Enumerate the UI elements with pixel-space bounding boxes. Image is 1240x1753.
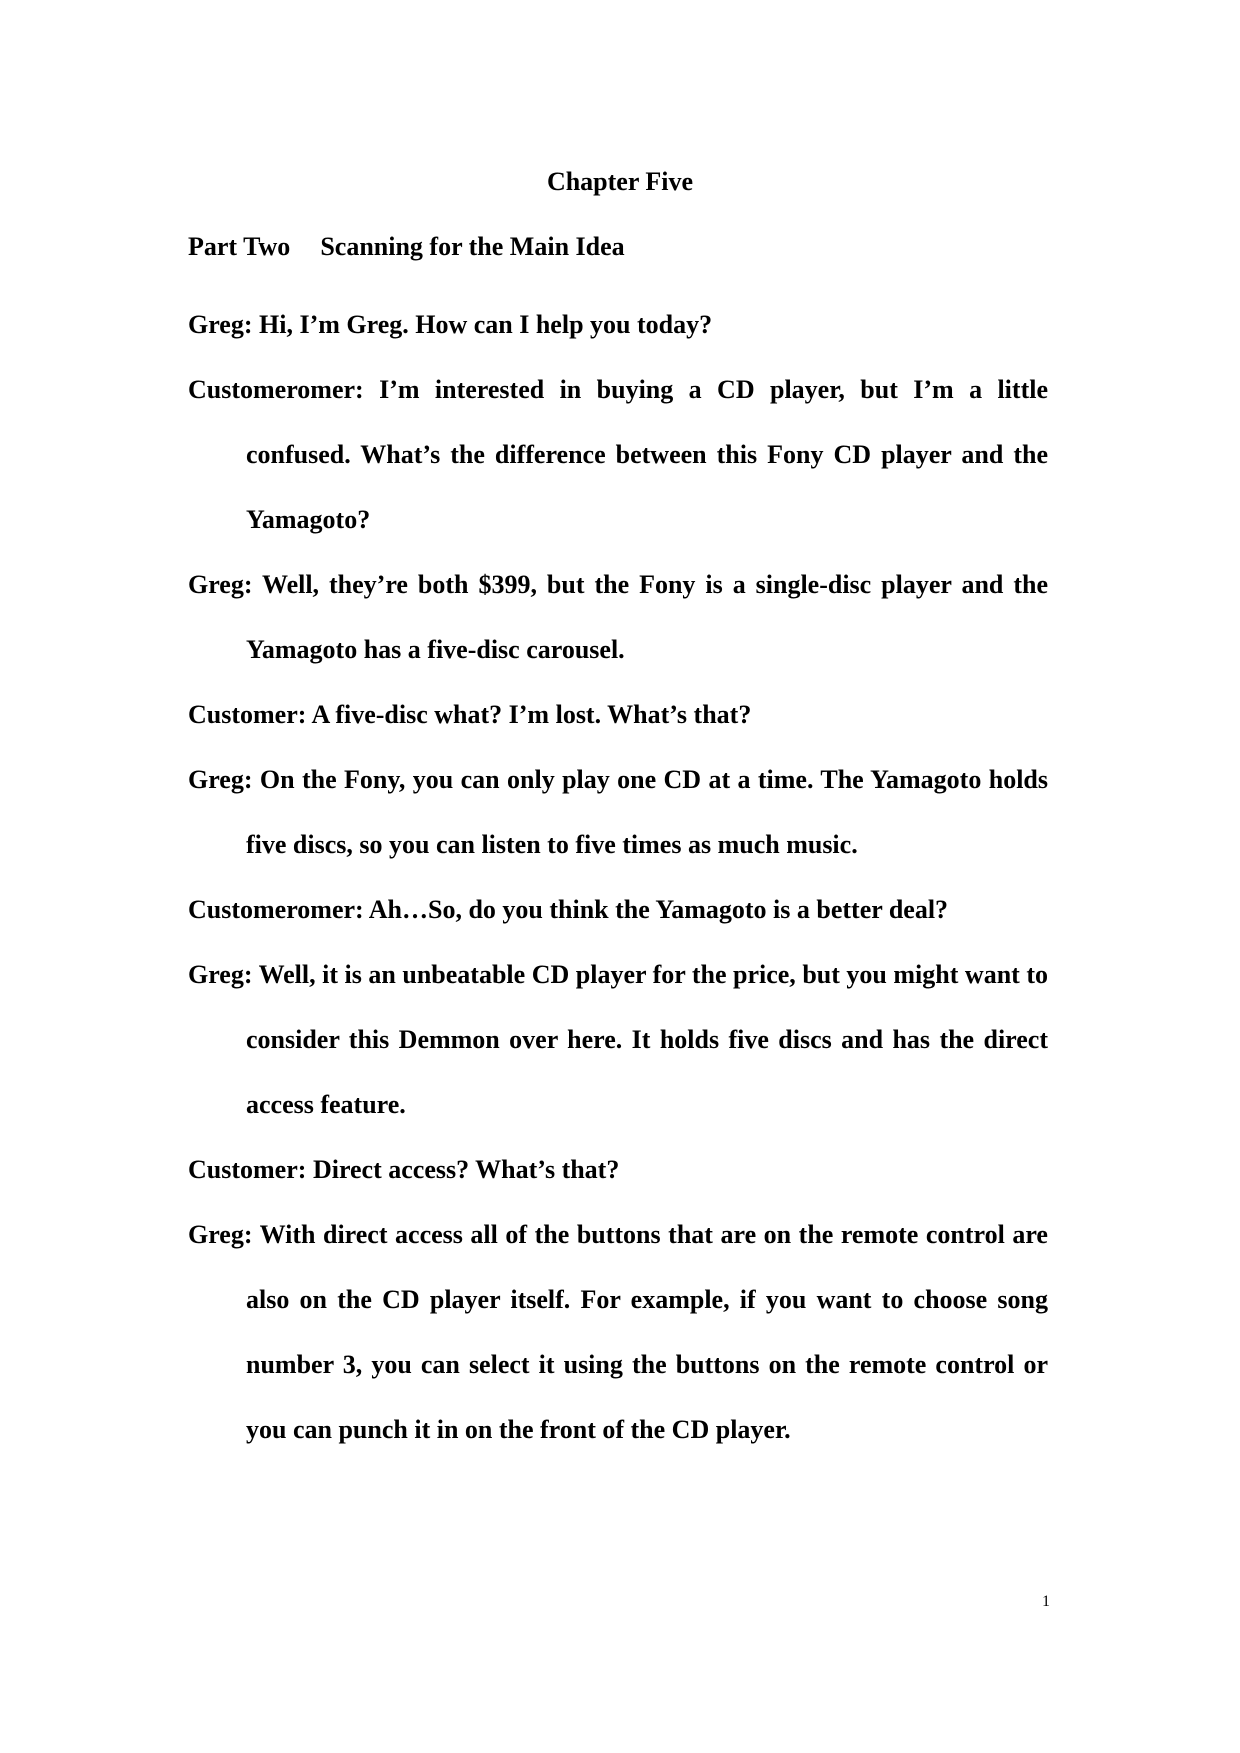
section-title: Scanning for the Main Idea bbox=[320, 232, 625, 261]
speech-text: A five-disc what? I’m lost. What’s that? bbox=[311, 700, 752, 729]
speaker-name: Customer bbox=[188, 700, 298, 729]
dialogue-turn: Greg: Hi, I’m Greg. How can I help you today? bbox=[188, 310, 713, 339]
dialogue-turn: Customer: A five-disc what? I’m lost. What’s that? bbox=[188, 700, 752, 729]
dialogue-transcript bbox=[188, 292, 1048, 1462]
speech-text: Well, it is an unbeatable CD player for the price, but you might want to consider this Demmon over here. It holds five discs and has the direct access feature. bbox=[246, 960, 1048, 1119]
speech-text: Ah…So, do you think the Yamagoto is a better deal? bbox=[368, 895, 949, 924]
speaker-name: Greg bbox=[188, 960, 244, 989]
speech-text: I’m interested in buying a CD player, but I’m a little confused. What’s the difference between this Fony CD player and the Yamagoto? bbox=[246, 375, 1048, 534]
speech-text: Well, they’re both $399, but the Fony is a single-disc player and the Yamagoto has a five-disc carousel. bbox=[246, 570, 1048, 664]
speech-text: Direct access? What’s that? bbox=[312, 1155, 620, 1184]
section-heading bbox=[188, 227, 625, 267]
speaker-name: Greg bbox=[188, 1220, 244, 1249]
dialogue-turn: Customer: Direct access? What’s that? bbox=[188, 1155, 620, 1184]
speaker-name: Customeromer bbox=[188, 375, 356, 404]
speech-text: With direct access all of the buttons that are on the remote control are also on the CD player itself. For example, if you want to choose song number 3, you can select it using the buttons on the remote control or you can punch it in on the front of the CD player. bbox=[246, 1220, 1048, 1444]
speech-text: On the Fony, you can only play one CD at a time. The Yamagoto holds five discs, so you can listen to five times as much music. bbox=[246, 765, 1048, 859]
speaker-name: Customer bbox=[188, 1155, 298, 1184]
chapter-title: Chapter Five bbox=[546, 167, 694, 196]
dialogue-turn: Customeromer: I’m interested in buying a CD player, but I’m a little confused. What’s the difference between this Fony CD player and the Yamagoto? bbox=[188, 375, 1048, 534]
dialogue-turn: Greg: Well, they’re both $399, but the Fony is a single-disc player and the Yamagoto has a five-disc carousel. bbox=[188, 570, 1048, 664]
speaker-name: Customeromer bbox=[188, 895, 356, 924]
speaker-name: Greg bbox=[188, 570, 244, 599]
dialogue-turn: Greg: On the Fony, you can only play one CD at a time. The Yamagoto holds five discs, so you can listen to five times as much music. bbox=[188, 765, 1048, 859]
dialogue-turn: Greg: Well, it is an unbeatable CD player for the price, but you might want to consider this Demmon over here. It holds five discs and has the direct access feature. bbox=[188, 960, 1048, 1119]
dialogue-turn: Greg: With direct access all of the buttons that are on the remote control are also on the CD player itself. For example, if you want to choose song number 3, you can select it using the buttons on the remote control or you can punch it in on the front of the CD player. bbox=[188, 1220, 1048, 1444]
section-label: Part Two bbox=[188, 232, 291, 261]
page-number: 1 bbox=[1042, 1593, 1050, 1610]
dialogue-turn: Customeromer: Ah…So, do you think the Yamagoto is a better deal? bbox=[188, 895, 949, 924]
speaker-name: Greg bbox=[188, 310, 244, 339]
speaker-name: Greg bbox=[188, 765, 244, 794]
speech-text: Hi, I’m Greg. How can I help you today? bbox=[259, 310, 713, 339]
